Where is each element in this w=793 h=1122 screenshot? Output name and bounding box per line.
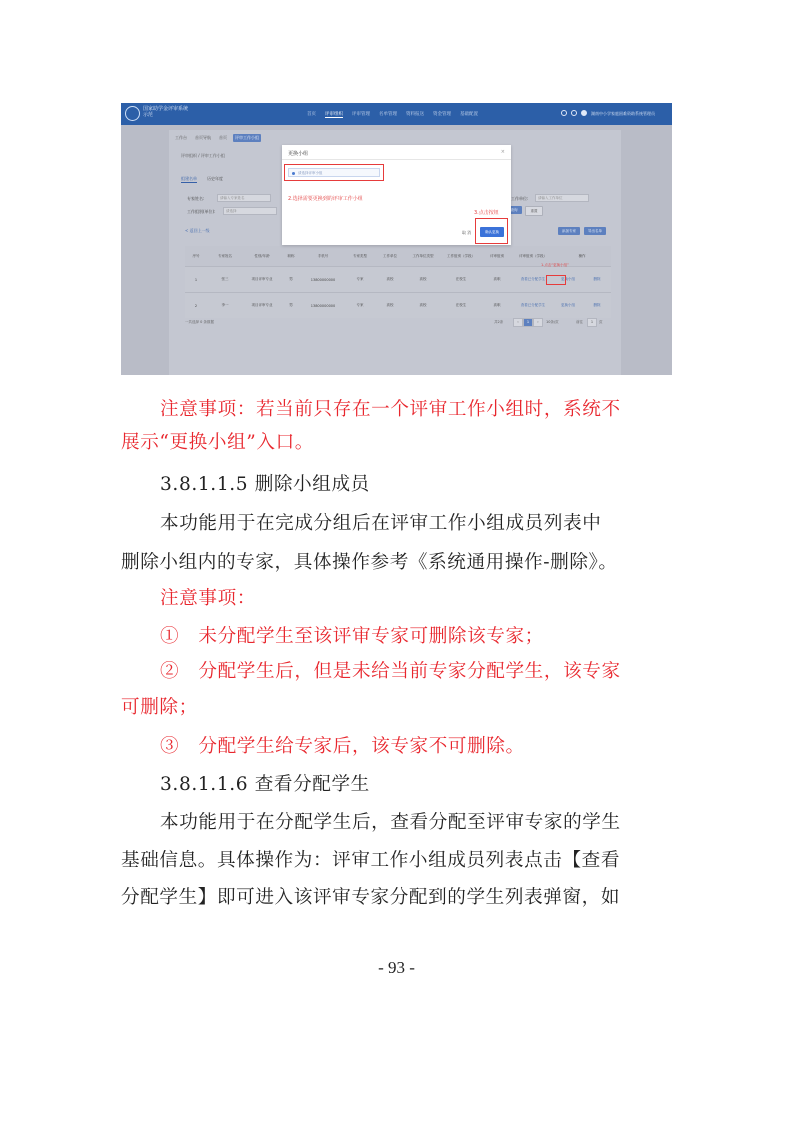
cell: 13800000000 bbox=[310, 277, 336, 282]
cell: 项目评审专业 bbox=[251, 277, 273, 281]
cell: 高职 bbox=[493, 303, 501, 307]
note2-title: 注意事项： bbox=[160, 588, 256, 609]
col-header: 手机号 bbox=[317, 253, 329, 258]
avatar-icon[interactable] bbox=[581, 110, 587, 116]
pager-suffix: 页 bbox=[599, 320, 603, 324]
logo-icon bbox=[125, 106, 140, 121]
cell: 高校 bbox=[419, 277, 427, 281]
help-icon[interactable] bbox=[561, 110, 567, 116]
table-row bbox=[185, 292, 611, 318]
tab-home[interactable]: 首页 bbox=[219, 135, 227, 140]
expert-name-input[interactable]: 请输入专家姓名 bbox=[217, 194, 271, 202]
note2-item-3: ③ 分配学生给专家后，该专家不可删除。 bbox=[160, 736, 525, 757]
cell: 13800000000 bbox=[310, 303, 336, 308]
pager-prev[interactable]: ‹ bbox=[513, 318, 523, 327]
nav-item-list-mgmt[interactable]: 名单管理 bbox=[379, 112, 397, 117]
note2-item-2-line-1: ② 分配学生后，但是未给当前专家分配学生，该专家 bbox=[160, 661, 621, 682]
cell: 专家 bbox=[356, 277, 364, 281]
tab-workbench[interactable]: 工作台 bbox=[175, 135, 187, 140]
group-select-placeholder: 请选择评审小组 bbox=[298, 170, 323, 175]
para2-line-3: 分配学生】即可进入该评审专家分配到的学生列表弹窗，如 bbox=[121, 887, 621, 908]
embedded-screenshot bbox=[121, 103, 672, 375]
cell: 项目评审专业 bbox=[251, 303, 273, 307]
cell: 高校 bbox=[386, 277, 394, 281]
step3-annotation: 3.点击按钮 bbox=[474, 210, 499, 216]
col-header: 专家类型 bbox=[353, 253, 367, 258]
section-heading-delete-member: 3.8.1.1.5 删除小组成员 bbox=[160, 474, 370, 495]
pager-goto-label: 前往 bbox=[576, 320, 583, 324]
selection-note: 一共选择 0 条数据 bbox=[185, 320, 214, 324]
change-group-link[interactable]: 更换小组 bbox=[561, 303, 575, 307]
col-header: 序号 bbox=[192, 253, 200, 258]
tab-home-nav[interactable]: 首页导航 bbox=[195, 135, 211, 140]
cell: 高校 bbox=[386, 303, 394, 307]
top-nav bbox=[307, 111, 478, 118]
col-header: 工作单位 bbox=[383, 253, 397, 258]
delete-link[interactable]: 删除 bbox=[593, 277, 601, 281]
filter-label-name: 专家姓名: bbox=[187, 196, 205, 201]
col-header: 性别/年龄 bbox=[254, 253, 270, 258]
step1-highlight-box bbox=[546, 275, 566, 285]
step1-annotation: 1.点击“更换小组” bbox=[541, 263, 569, 267]
filter-label-unit: 工作单位: bbox=[511, 196, 529, 201]
pager-next[interactable]: › bbox=[533, 318, 543, 327]
cell: 男 bbox=[289, 277, 293, 281]
close-icon[interactable]: × bbox=[500, 149, 505, 155]
confirm-change-button[interactable]: 确认更换 bbox=[480, 227, 504, 237]
note2-item-1: ① 未分配学生至该评审专家可删除该专家； bbox=[160, 626, 544, 647]
delete-link[interactable]: 删除 bbox=[593, 303, 601, 307]
filter-label-group: 工作组别(单位): bbox=[187, 209, 216, 214]
para1-line-2: 删除小组内的专家，具体操作参考《系统通用操作-删除》。 bbox=[121, 552, 618, 573]
change-group-link[interactable]: 更换小组 bbox=[561, 277, 575, 281]
view-assigned-link[interactable]: 查看已分配学生 bbox=[520, 277, 546, 281]
nav-item-funds[interactable]: 资金管理 bbox=[433, 112, 451, 117]
subtab-history[interactable]: 历史年度 bbox=[207, 176, 223, 181]
back-link[interactable]: < 返回上一级 bbox=[185, 228, 210, 233]
cell: 高校 bbox=[419, 303, 427, 307]
pager-total: 共2条 bbox=[494, 320, 504, 324]
change-group-modal bbox=[282, 145, 511, 245]
query-button[interactable]: 查询 bbox=[506, 206, 522, 214]
app-header bbox=[121, 103, 672, 125]
user-name[interactable]: 湖南中小学家庭困难资助系统管理员 bbox=[591, 111, 655, 116]
step2-annotation: 2.选择需要更换到的评审工作小组 bbox=[288, 196, 363, 202]
col-header: 工作组别（学段） bbox=[447, 253, 475, 258]
col-header: 专家姓名 bbox=[218, 253, 232, 258]
cell: 高职 bbox=[493, 277, 501, 281]
cell: 在校生 bbox=[455, 277, 467, 281]
cancel-button[interactable]: 取 消 bbox=[462, 230, 472, 235]
add-expert-button[interactable]: 添加专家 bbox=[558, 227, 580, 235]
col-header: 操作 bbox=[578, 253, 586, 258]
cell: 李一 bbox=[221, 303, 229, 307]
pager-current-page[interactable]: 1 bbox=[523, 318, 533, 327]
cell: 张三 bbox=[221, 277, 229, 281]
page-tabs bbox=[173, 134, 261, 142]
cell: 1 bbox=[194, 277, 198, 282]
page-number: - 93 - bbox=[378, 958, 415, 977]
breadcrumb: 评审组织 / 评审工作小组 bbox=[181, 153, 225, 158]
pager-goto-input[interactable]: 1 bbox=[587, 318, 597, 327]
nav-item-review-mgmt[interactable]: 评审管理 bbox=[352, 112, 370, 117]
nav-item-report[interactable]: 资料报送 bbox=[406, 112, 424, 117]
cell: 专家 bbox=[356, 303, 364, 307]
modal-title: 更换小组 bbox=[288, 151, 309, 157]
nav-item-config[interactable]: 基础配置 bbox=[460, 112, 478, 117]
note2-item-2-line-2: 可删除； bbox=[121, 697, 198, 718]
export-list-button[interactable]: 导出名单 bbox=[584, 227, 606, 235]
col-header: 职称 bbox=[287, 253, 295, 258]
work-group-select[interactable]: 请选择 bbox=[223, 207, 277, 215]
modal-divider bbox=[282, 159, 511, 160]
note-line-1: 注意事项：若当前只存在一个评审工作小组时，系统不 bbox=[160, 399, 621, 420]
cell: 男 bbox=[289, 303, 293, 307]
work-unit-input[interactable]: 请输入工作单位 bbox=[535, 194, 589, 202]
note-line-2: 展示“更换小组”入口。 bbox=[121, 432, 314, 453]
cell: 2 bbox=[194, 303, 198, 308]
app-title: 国家助学金评审系统 bbox=[143, 106, 189, 112]
subtab-current[interactable]: 组建名单 bbox=[181, 176, 197, 181]
cell: 在校生 bbox=[455, 303, 467, 307]
col-header: 评审组别 bbox=[490, 253, 504, 258]
para2-line-1: 本功能用于在分配学生后，查看分配至评审专家的学生 bbox=[160, 812, 621, 833]
step2-highlight-box bbox=[284, 164, 384, 181]
view-assigned-link[interactable]: 查看已分配学生 bbox=[520, 303, 546, 307]
bell-icon[interactable] bbox=[571, 110, 577, 116]
reset-button[interactable]: 重置 bbox=[525, 206, 543, 216]
pager-size-select[interactable]: 10条/页 bbox=[546, 320, 559, 324]
section-heading-view-assigned: 3.8.1.1.6 查看分配学生 bbox=[160, 774, 370, 795]
para1-line-1: 本功能用于在完成分组后在评审工作小组成员列表中 bbox=[160, 513, 602, 534]
nav-item-review-org[interactable]: 评审组织 bbox=[325, 112, 343, 117]
col-header: 评审组别（学段） bbox=[519, 253, 547, 258]
tab-review-group[interactable]: 评审工作小组 bbox=[235, 135, 259, 140]
step3-highlight-box bbox=[475, 218, 508, 244]
col-header: 工作单位类型 bbox=[412, 253, 434, 258]
para2-line-2: 基础信息。具体操作为：评审工作小组成员列表点击【查看 bbox=[121, 850, 621, 871]
app-logo-text bbox=[143, 106, 188, 118]
nav-item-home[interactable]: 首页 bbox=[307, 112, 316, 117]
app-subtitle: 示范 bbox=[143, 112, 154, 118]
